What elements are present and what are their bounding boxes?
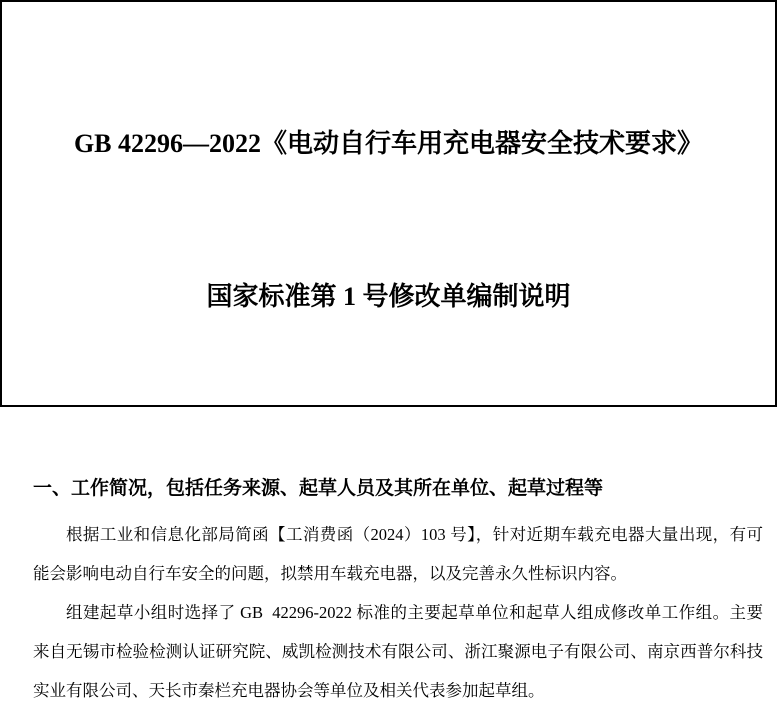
paragraph-2-line-3: 实业有限公司、天长市秦栏充电器协会等单位及相关代表参加起草组。 (33, 681, 545, 700)
paragraph-2 (33, 593, 763, 710)
document-title-line-1: GB 42296—2022《电动自行车用充电器安全技术要求》 (73, 129, 704, 158)
document-title (2, 16, 775, 424)
paragraph-1-line-1: 根据工业和信息化部局简函【工消费函（2024）103 号】，针对近期车载充电器大量出现，有可 (66, 525, 763, 544)
section-heading: 一、工作简况，包括任务来源、起草人员及其所在单位、起草过程等 (33, 478, 604, 499)
document-title-line-2: 国家标准第 1 号修改单编制说明 (206, 282, 571, 311)
paragraph-1-line-2: 能会影响电动自行车安全的问题，拟禁用车载充电器，以及完善永久性标识内容。 (33, 564, 627, 583)
paragraph-1 (33, 515, 763, 593)
paragraph-2-line-1: 组建起草小组时选择了 GB 42296-2022 标准的主要起草单位和起草人组成修改单工作组。主要 (66, 603, 763, 622)
paragraph-2-line-2: 来自无锡市检验检测认证研究院、威凯检测技术有限公司、浙江聚源电子有限公司、南京西普尔科技 (33, 642, 763, 661)
document-body (2, 475, 775, 710)
section-paragraphs (33, 515, 763, 710)
